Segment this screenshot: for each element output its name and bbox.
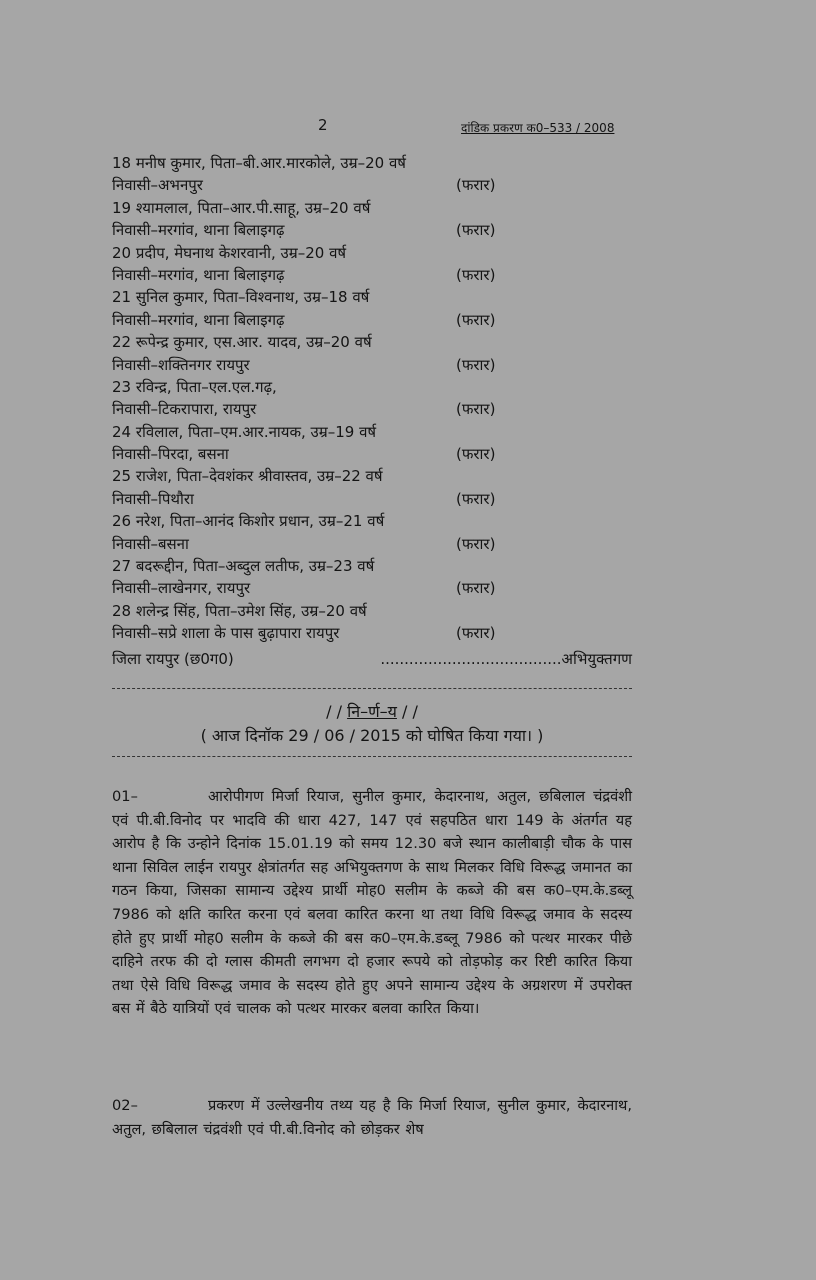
accused-address-line xyxy=(112,533,512,555)
verdict-prefix: / / xyxy=(326,702,342,721)
accused-address-line xyxy=(112,264,512,286)
absconding-status: (फरार) xyxy=(456,176,496,195)
verdict-title: नि–र्ण–य xyxy=(347,702,397,721)
accused-address: निवासी–लाखेनगर, रायपुर xyxy=(112,579,251,598)
accused-address-line xyxy=(112,398,512,420)
district-row xyxy=(112,647,632,671)
accused-address-line xyxy=(112,488,512,510)
accused-name-line: 22 रूपेन्द्र कुमार, एस.आर. यादव, उम्र–20 वर्ष xyxy=(112,333,372,352)
accused-address: निवासी–टिकरापारा, रायपुर xyxy=(112,400,257,419)
absconding-status: (फरार) xyxy=(456,400,496,419)
verdict-suffix: / / xyxy=(402,702,418,721)
accused-address: निवासी–मरगांव, थाना बिलाइगढ़ xyxy=(112,221,285,240)
accused-address: निवासी–मरगांव, थाना बिलाइगढ़ xyxy=(112,265,285,284)
accused-address-line xyxy=(112,622,512,644)
accused-address-line xyxy=(112,354,512,376)
paragraph-number: 02– xyxy=(112,1097,138,1114)
accused-address-line xyxy=(112,219,512,241)
absconding-status: (फरार) xyxy=(456,310,496,329)
accused-address-line xyxy=(112,443,512,465)
accused-list xyxy=(112,152,512,645)
accused-name-line: 21 सुनिल कुमार, पिता–विश्वनाथ, उम्र–18 वर्ष xyxy=(112,288,370,307)
accused-address: निवासी–शक्तिनगर रायपुर xyxy=(112,355,250,374)
accused-name-line: 18 मनीष कुमार, पिता–बी.आर.मारकोले, उम्र–20 वर्ष xyxy=(112,154,406,172)
accused-address-line xyxy=(112,577,512,599)
accused-address: निवासी–बसना xyxy=(112,534,189,553)
paragraph-text: आरोपीगण मिर्जा रियाज, सुनील कुमार, केदारनाथ, अतुल, छबिलाल चंद्रवंशी एवं पी.बी.विनोद पर भादवि की धारा 427, 147 एवं सहपठित धारा 149 के अंतर्गत यह आरोप है कि उन्होने दिनांक 15.01.19 को समय 12.30 बजे स्थान कालीबाड़ी चौक के पास थाना सिविल लाईन रायपुर क्षेत्रांतर्गत सह अभियुक्तगण के साथ मिलकर विधि विरूद्ध जमानत का गठन किया, जिसका सामान्य उद्देश्य प्रार्थी मोह0 सलीम के कब्जे की बस क0–एम.के.डब्लू 7986 को क्षति कारित करना एवं बलवा कारित करना था तथा विधि विरूद्ध जमाव के सदस्य होते हुए प्रार्थी मोह0 सलीम के कब्जे की बस क0–एम.के.डब्लू 7986 को पत्थर मारकर पीछे दाहिने तरफ की दो ग्लास कीमती लगभग दो हजार रूपये को तोड़फोड़ कर रिष्टी कारित किया तथा ऐसे विधि विरूद्ध जमाव के सदस्य होते हुए अपने सामान्य उद्देश्य के अग्रशरण में उपरोक्त बस में बैठे यात्रियों एवं चालक को पत्थर मारकर बलवा कारित किया। xyxy=(112,788,632,1018)
accused-name-line: 20 प्रदीप, मेघनाथ केशरवानी, उम्र–20 वर्ष xyxy=(112,243,347,262)
accused-name-line: 25 राजेश, पिता–देवशंकर श्रीवास्तव, उम्र–22 वर्ष xyxy=(112,467,383,486)
dashed-divider xyxy=(112,756,632,757)
accused-name-line: 24 रविलाल, पिता–एम.आर.नायक, उम्र–19 वर्ष xyxy=(112,422,377,441)
accused-address: निवासी–मरगांव, थाना बिलाइगढ़ xyxy=(112,310,285,329)
paragraph-number: 01– xyxy=(112,788,138,805)
accused-address: निवासी–सप्रे शाला के पास बुढ़ापारा रायपुर xyxy=(112,624,340,643)
accused-name-line: 26 नरेश, पिता–आनंद किशोर प्रधान, उम्र–21 वर्ष xyxy=(112,512,385,531)
absconding-status: (फरार) xyxy=(456,221,496,240)
accused-name-line: 28 शलेन्द्र सिंह, पिता–उमेश सिंह, उम्र–20 वर्ष xyxy=(112,601,367,620)
case-number: दांडिक प्रकरण क0–533 / 2008 xyxy=(461,121,615,135)
paragraph-text: प्रकरण में उल्लेखनीय तथ्य यह है कि मिर्जा रियाज, सुनील कुमार, केदारनाथ, अतुल, छबिलाल चंद्रवंशी एवं पी.बी.विनोद को छोड़कर शेष xyxy=(112,1097,632,1138)
absconding-status: (फरार) xyxy=(456,534,496,553)
accused-name-line: 23 रविन्द्र, पिता–एल.एल.गढ़, xyxy=(112,377,277,396)
accused-address: निवासी–पिथौरा xyxy=(112,489,194,508)
absconding-status: (फरार) xyxy=(456,445,496,464)
accused-name-line: 27 बदरूद्दीन, पिता–अब्दुल लतीफ, उम्र–23 वर्ष xyxy=(112,557,375,576)
verdict-heading xyxy=(112,700,632,748)
accused-address-line xyxy=(112,174,512,196)
accused-address: निवासी–अभनपुर xyxy=(112,176,203,195)
absconding-status: (फरार) xyxy=(456,265,496,284)
accused-address-line xyxy=(112,309,512,331)
absconding-status: (फरार) xyxy=(456,489,496,508)
page-number: 2 xyxy=(318,116,328,134)
district-line: जिला रायपुर (छ0ग0) xyxy=(112,650,234,668)
accused-name-line: 19 श्यामलाल, पिता–आर.पी.साहू, उम्र–20 वर्ष xyxy=(112,198,371,217)
absconding-status: (फरार) xyxy=(456,355,496,374)
paragraph xyxy=(112,785,632,1021)
absconding-status: (फरार) xyxy=(456,579,496,598)
accused-label: ......................................अभियुक्तगण xyxy=(380,650,632,668)
accused-address: निवासी–पिरदा, बसना xyxy=(112,445,229,464)
verdict-title-line xyxy=(112,700,632,724)
verdict-date-line: ( आज दिनॉक 29 / 06 / 2015 को घोषित किया गया। ) xyxy=(200,726,544,745)
absconding-status: (फरार) xyxy=(456,624,496,643)
dashed-divider xyxy=(112,688,632,689)
paragraph xyxy=(112,1094,632,1141)
